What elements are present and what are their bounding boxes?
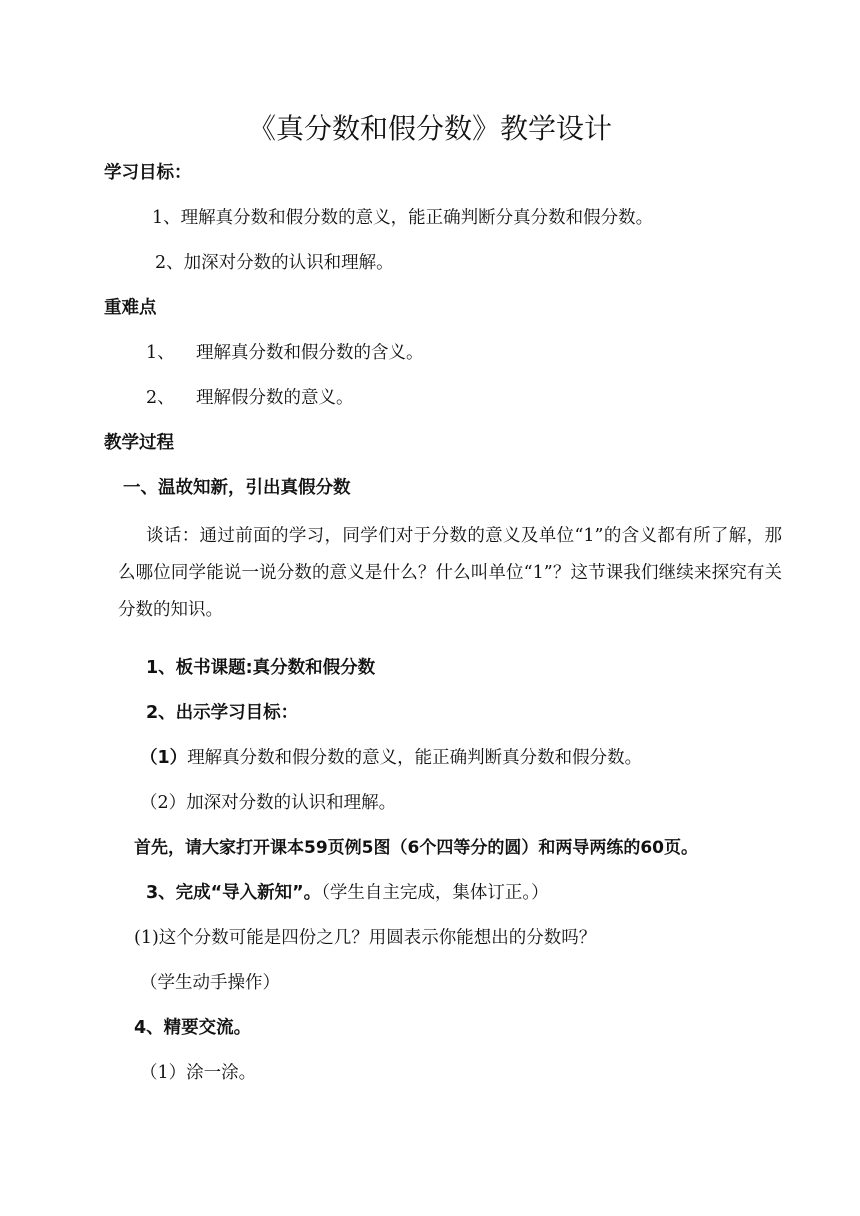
key-point-2 xyxy=(146,386,354,410)
paint-item: （1）涂一涂。 xyxy=(140,1063,257,1083)
objective-2: 2、加深对分数的认识和理解。 xyxy=(155,253,394,273)
key-point-1-text: 理解真分数和假分数的含义。 xyxy=(196,343,424,363)
step-1: 1、板书课题:真分数和假分数 xyxy=(146,658,376,678)
step-2: 2、出示学习目标： xyxy=(146,703,299,723)
document-title: 《真分数和假分数》教学设计 xyxy=(247,112,612,145)
step-3-note: （学生自主完成，集体订正。） xyxy=(321,883,549,903)
step-3 xyxy=(146,881,549,905)
key-points-heading: 重难点 xyxy=(104,298,157,318)
step-4: 4、精要交流。 xyxy=(134,1018,252,1038)
key-point-2-number: 2、 xyxy=(146,388,175,408)
key-point-2-text: 理解假分数的意义。 xyxy=(196,388,354,408)
operation-note: （学生动手操作） xyxy=(140,973,280,993)
step-3-title: 3、完成“导入新知”。 xyxy=(146,883,322,903)
key-point-1 xyxy=(146,341,424,365)
goal-1-text: 理解真分数和假分数的意义，能正确判断真分数和假分数。 xyxy=(187,748,643,768)
section-1-heading: 一、温故知新，引出真假分数 xyxy=(123,478,351,498)
goal-1-number: （1） xyxy=(140,748,188,768)
objective-1: 1、理解真分数和假分数的意义，能正确判断分真分数和假分数。 xyxy=(152,208,654,228)
first-instruction: 首先，请大家打开课本59页例5图（6个四等分的圆）和两导两练的60页。 xyxy=(134,838,698,858)
objectives-heading: 学习目标： xyxy=(104,163,192,183)
goal-1 xyxy=(140,746,642,770)
process-heading: 教学过程 xyxy=(104,433,174,453)
key-point-1-number: 1、 xyxy=(146,343,175,363)
talk-paragraph: 谈话：通过前面的学习，同学们对于分数的意义及单位“1”的含义都有所了解，那么哪位同学能说一说分数的意义是什么？什么叫单位“1”？这节课我们继续来探究有关分数的知识。 xyxy=(118,526,782,620)
question-1: (1)这个分数可能是四份之几？用圆表示你能想出的分数吗？ xyxy=(134,928,597,948)
goal-2: （2）加深对分数的认识和理解。 xyxy=(140,793,397,813)
